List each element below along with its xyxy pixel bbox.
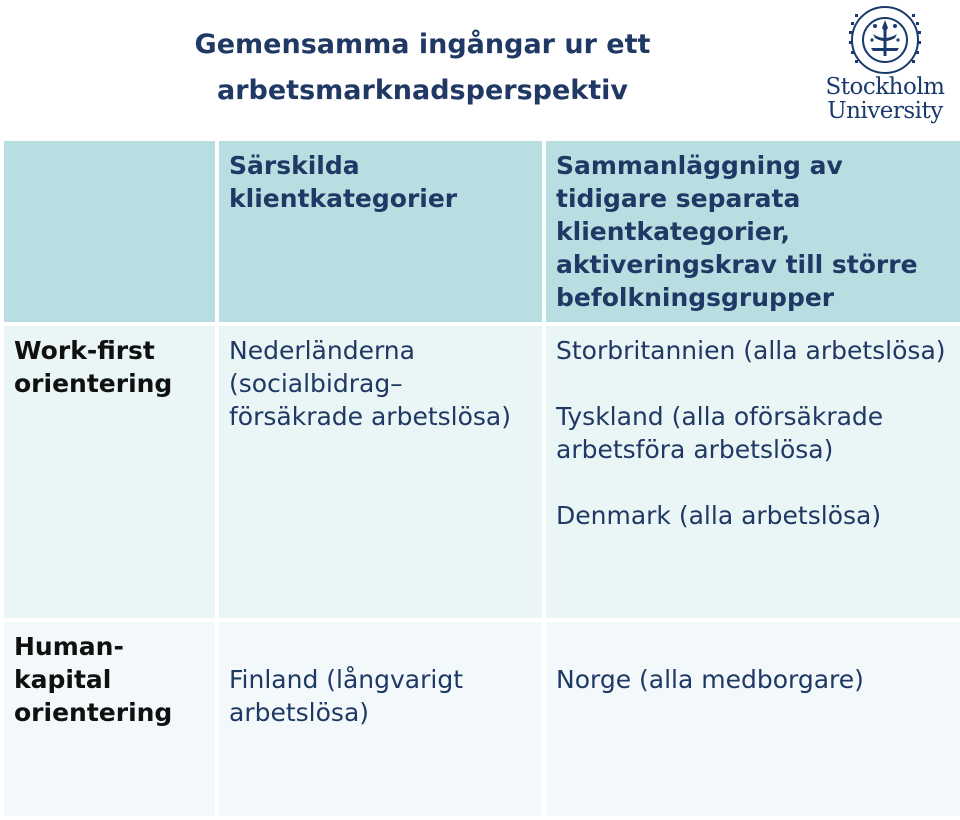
logo-text-university: University (827, 98, 943, 124)
slide-title (0, 22, 845, 114)
country-entry: Storbritannien (alla arbetslösa) (556, 336, 946, 365)
table-row (2, 620, 960, 818)
table-header-row (2, 139, 960, 324)
country-entry: Denmark (alla arbetslösa) (556, 501, 882, 530)
university-seal-icon (815, 4, 955, 76)
header-cell-merged-categories: Sammanläggning av tidigare separata klientkategorier, aktiveringskrav till större befolkningsgrupper (544, 139, 960, 324)
title-line-2: arbetsmarknadsperspektiv (217, 75, 628, 106)
stockholm-university-logo (815, 4, 955, 126)
comparison-table (0, 137, 960, 820)
cell-work-first-special: Nederländerna (socialbidrag–försäkrade arbetslösa) (217, 324, 544, 620)
header-cell-special-categories: Särskilda klientkategorier (217, 139, 544, 324)
cell-human-capital-merged: Norge (alla medborgare) (544, 620, 960, 818)
row-label-human-capital: Human-kapital orientering (2, 620, 217, 818)
cell-human-capital-special: Finland (långvarigt arbetslösa) (217, 620, 544, 818)
logo-text-stockholm: Stockholm (825, 74, 945, 100)
header-empty-cell (2, 139, 217, 324)
row-label-work-first: Work-first orientering (2, 324, 217, 620)
country-entry: Tyskland (alla oförsäkrade arbetsföra arbetslösa) (556, 402, 884, 464)
table-row (2, 324, 960, 620)
title-line-1: Gemensamma ingångar ur ett (194, 29, 651, 60)
cell-work-first-merged (544, 324, 960, 620)
